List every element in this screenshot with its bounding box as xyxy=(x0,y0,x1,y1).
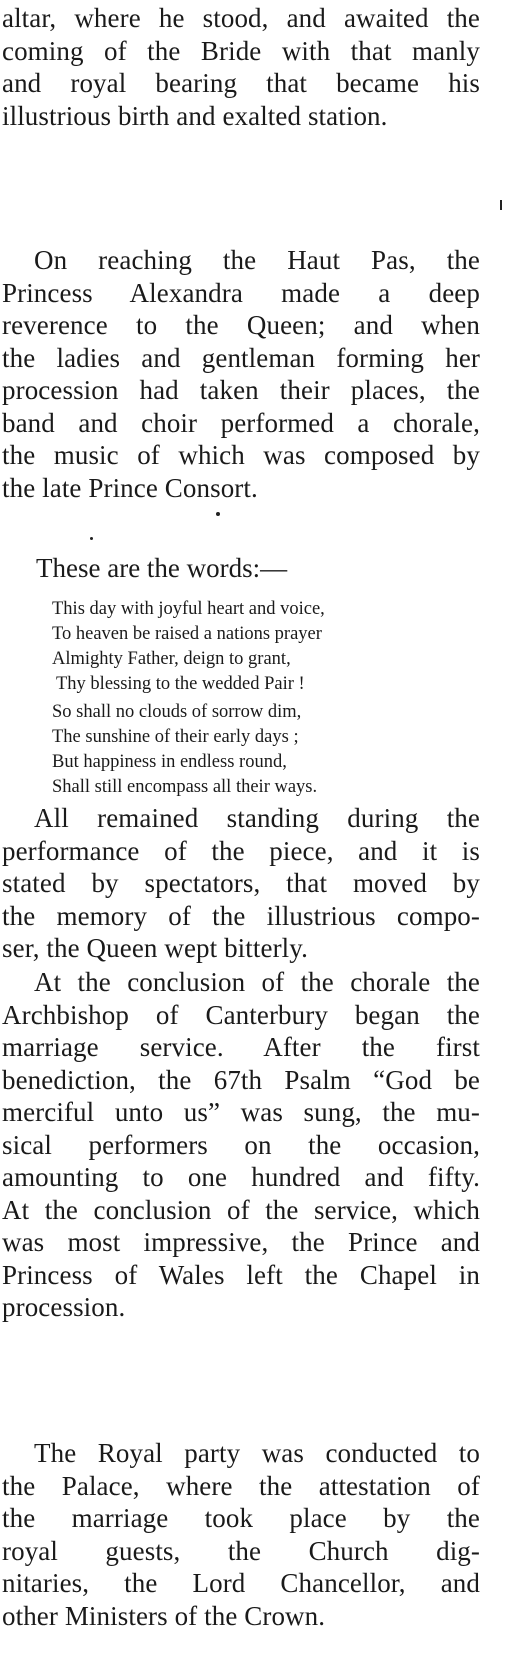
text-line: altar, where he stood, and awaited the xyxy=(2,3,480,33)
paragraph-royal-party xyxy=(2,1437,480,1632)
text-line: the Palace, where the attestation of xyxy=(2,1470,480,1501)
text-line: benediction, the 67th Psalm “God be xyxy=(2,1064,480,1095)
poem-stanza-1 xyxy=(52,597,325,697)
text-line: Archbishop of Canterbury began the xyxy=(2,999,480,1030)
poem-line: Shall still encompass all their ways. xyxy=(52,777,318,797)
text-line: the late Prince Consort. xyxy=(2,472,258,503)
text-line: royal guests, the Church dig- xyxy=(2,1535,480,1566)
text-line: the ladies and gentleman forming her xyxy=(2,342,480,373)
text-line: Princess of Wales left the Chapel in xyxy=(2,1259,480,1290)
poem-intro: These are the words:— xyxy=(36,553,288,583)
text-line: procession. xyxy=(2,1292,126,1322)
paragraph-haut-pas xyxy=(2,244,480,504)
text-line: the music of which was composed by xyxy=(2,440,480,470)
poem-line: To heaven be raised a nations prayer xyxy=(52,624,322,644)
text-line: On reaching the Haut Pas, the xyxy=(34,245,480,275)
poem-line: So shall no clouds of sorrow dim, xyxy=(52,702,302,722)
text-line: All remained standing during the xyxy=(34,803,480,833)
print-speck xyxy=(90,537,93,540)
text-line: At the conclusion of the chorale the xyxy=(34,967,480,997)
text-line: other Ministers of the Crown. xyxy=(2,1600,326,1631)
print-speck xyxy=(500,200,502,210)
print-speck xyxy=(216,512,220,516)
text-line: The Royal party was conducted to xyxy=(34,1438,480,1468)
text-line: performance of the piece, and it is xyxy=(2,835,480,866)
text-line: band and choir performed a chorale, xyxy=(2,407,480,438)
text-line: ser, the Queen wept bitterly. xyxy=(2,933,308,963)
text-line: sical performers on the occasion, xyxy=(2,1129,480,1160)
poem-line: Almighty Father, deign to grant, xyxy=(52,649,291,669)
poem-stanza-2 xyxy=(52,700,317,800)
text-line: and royal bearing that became his xyxy=(2,68,480,98)
text-line: stated by spectators, that moved by xyxy=(2,868,480,898)
text-line: At the conclusion of the service, which xyxy=(2,1194,480,1225)
text-line: illustrious birth and exalted station. xyxy=(2,100,388,131)
poem-line: The sunshine of their early days ; xyxy=(52,727,299,747)
paragraph-altar xyxy=(2,2,480,132)
text-line: procession had taken their places, the xyxy=(2,375,480,405)
text-line: merciful unto us” was sung, the mu- xyxy=(2,1097,480,1127)
text-line: the memory of the illustrious compo- xyxy=(2,900,480,931)
text-line: amounting to one hundred and fifty. xyxy=(2,1162,480,1192)
paragraph-standing xyxy=(2,802,480,965)
text-line: coming of the Bride with that manly xyxy=(2,35,480,66)
text-line: the marriage took place by the xyxy=(2,1503,480,1533)
paragraph-conclusion xyxy=(2,966,480,1324)
text-line: nitaries, the Lord Chancellor, and xyxy=(2,1568,480,1598)
poem-line: Thy blessing to the wedded Pair ! xyxy=(56,674,305,694)
text-line: marriage service. After the first xyxy=(2,1032,480,1062)
poem-line: This day with joyful heart and voice, xyxy=(52,599,325,619)
text-line: reverence to the Queen; and when xyxy=(2,310,480,340)
text-line: was most impressive, the Prince and xyxy=(2,1227,480,1257)
text-line: Princess Alexandra made a deep xyxy=(2,277,480,308)
poem-line: But happiness in endless round, xyxy=(52,752,287,772)
